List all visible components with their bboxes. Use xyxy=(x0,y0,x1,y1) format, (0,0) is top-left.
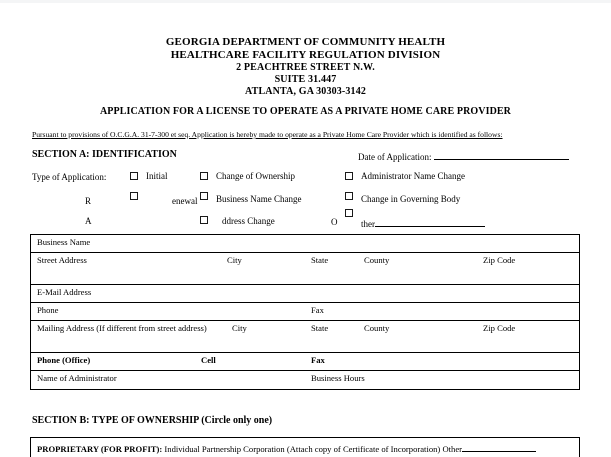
ownership-type-box xyxy=(30,437,580,457)
agency-address-city-state-zip: ATLANTA, GA 30303-3142 xyxy=(245,86,366,97)
checkbox-administrator-name-change[interactable] xyxy=(345,172,353,180)
ownership-choices[interactable]: Individual Partnership Corporation (Attach copy of Certificate of Incorporation) Other xyxy=(164,444,463,454)
label-renewal-prefix: R xyxy=(85,196,92,206)
identification-table xyxy=(30,234,580,390)
field-label-county: County xyxy=(364,255,390,265)
agency-name-line-1: GEORGIA DEPARTMENT OF COMMUNITY HEALTH xyxy=(165,36,446,48)
label-initial: Initial xyxy=(146,171,168,181)
checkbox-business-name-change[interactable] xyxy=(200,192,208,200)
date-of-application-input[interactable] xyxy=(434,150,569,160)
table-row xyxy=(31,353,579,371)
type-of-application-label: Type of Application: xyxy=(32,172,107,182)
label-administrator-name-change: Administrator Name Change xyxy=(361,171,465,181)
table-row xyxy=(31,285,579,303)
label-business-name-change: Business Name Change xyxy=(216,194,302,204)
label-change-in-governing-body: Change in Governing Body xyxy=(361,194,461,204)
field-label-zip-code: Zip Code xyxy=(483,255,516,265)
ownership-proprietary-row xyxy=(37,443,536,454)
field-label-phone-office: Phone (Office) xyxy=(37,355,91,365)
field-label-cell: Cell xyxy=(201,355,216,365)
ownership-other-input[interactable] xyxy=(462,443,536,452)
agency-address-street: 2 PEACHTREE STREET N.W. xyxy=(236,62,375,73)
date-of-application-label: Date of Application: xyxy=(358,152,432,162)
table-row xyxy=(31,303,579,321)
table-row xyxy=(31,235,579,253)
ownership-proprietary-label: PROPRIETARY (FOR PROFIT): xyxy=(37,444,163,454)
checkbox-address-change[interactable] xyxy=(200,216,208,224)
field-label-phone: Phone xyxy=(37,305,59,315)
field-label-office-fax: Fax xyxy=(311,355,325,365)
checkbox-change-of-ownership[interactable] xyxy=(200,172,208,180)
field-label-name-of-administrator: Name of Administrator xyxy=(37,373,117,383)
label-change-of-ownership: Change of Ownership xyxy=(216,171,295,181)
legal-citation: Pursuant to provisions of O.C.G.A. 31-7-300 et seq. Application is hereby made to operate as a Private Home Care Provider which is identified as follows: xyxy=(32,130,503,139)
label-other-prefix: O xyxy=(331,217,338,227)
label-address-change-prefix: A xyxy=(85,216,92,226)
table-row xyxy=(31,253,579,285)
field-label-mailing-city: City xyxy=(232,323,247,333)
page-top-edge xyxy=(0,0,611,3)
checkbox-initial[interactable] xyxy=(130,172,138,180)
agency-name-line-2: HEALTHCARE FACILITY REGULATION DIVISION xyxy=(170,49,441,61)
field-label-fax: Fax xyxy=(311,305,324,315)
field-label-mailing-state: State xyxy=(311,323,329,333)
section-a-heading: SECTION A: IDENTIFICATION xyxy=(32,149,177,160)
date-of-application-field[interactable] xyxy=(358,150,569,162)
other-field[interactable] xyxy=(361,217,485,229)
field-label-mailing-zip: Zip Code xyxy=(483,323,516,333)
checkbox-other[interactable] xyxy=(345,209,353,217)
label-other-suffix: ther xyxy=(361,219,375,229)
other-input[interactable] xyxy=(375,217,485,227)
section-b-heading: SECTION B: TYPE OF OWNERSHIP (Circle only one) xyxy=(32,415,273,426)
form-title: APPLICATION FOR A LICENSE TO OPERATE AS A PRIVATE HOME CARE PROVIDER xyxy=(99,106,512,117)
agency-address-suite: SUITE 31.447 xyxy=(274,74,337,85)
field-label-email-address: E-Mail Address xyxy=(37,287,92,297)
field-label-business-name: Business Name xyxy=(37,237,91,247)
field-label-business-hours: Business Hours xyxy=(311,373,365,383)
table-row xyxy=(31,321,579,353)
checkbox-change-in-governing-body[interactable] xyxy=(345,192,353,200)
field-label-state: State xyxy=(311,255,329,265)
field-label-mailing-county: County xyxy=(364,323,390,333)
field-label-mailing-address: Mailing Address (If different from street address) xyxy=(37,323,207,333)
field-label-street-address: Street Address xyxy=(37,255,87,265)
table-row xyxy=(31,371,579,389)
checkbox-renewal[interactable] xyxy=(130,192,138,200)
label-address-change-suffix: ddress Change xyxy=(222,216,275,226)
label-renewal-suffix: enewal xyxy=(172,196,198,206)
field-label-city: City xyxy=(227,255,242,265)
